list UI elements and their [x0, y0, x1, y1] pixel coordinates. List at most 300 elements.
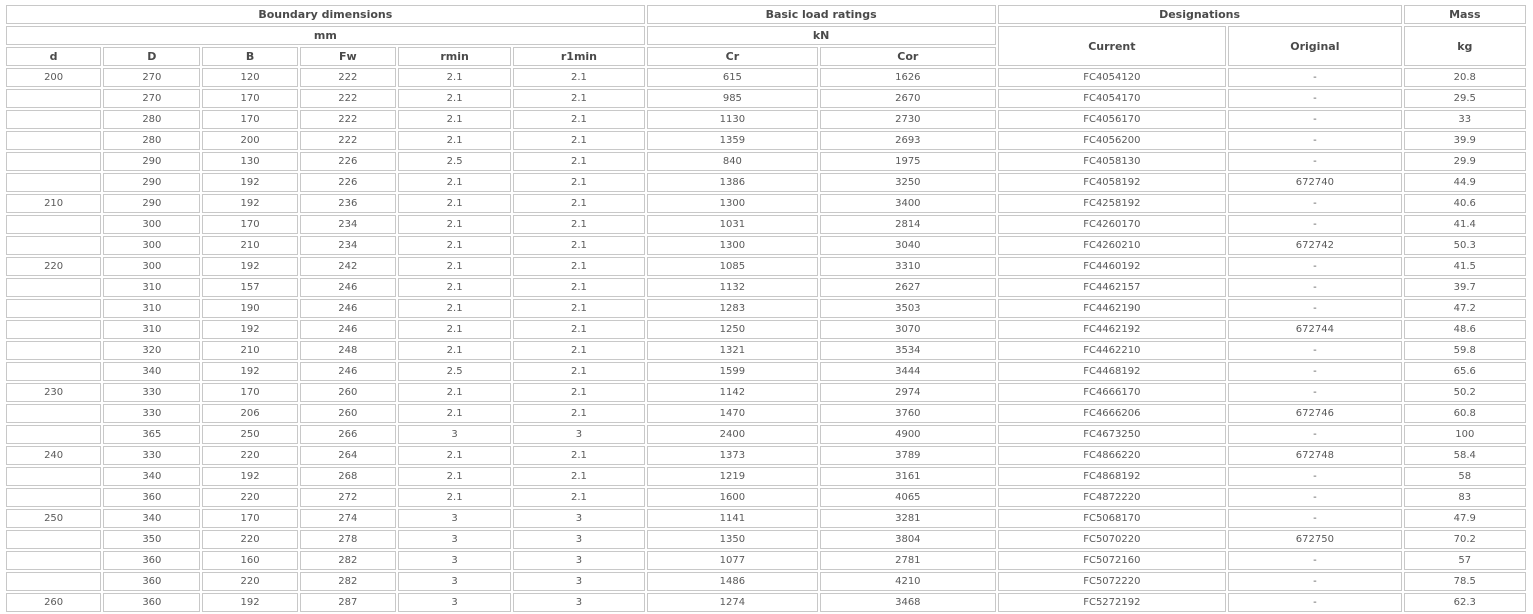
- cell-original: -: [1228, 131, 1401, 150]
- cell-d: [6, 173, 101, 192]
- cell-current: FC4872220: [998, 488, 1227, 507]
- cell-D: 280: [103, 131, 200, 150]
- cell-Fw: 260: [300, 404, 396, 423]
- cell-d: [6, 152, 101, 171]
- cell-r1min: 2.1: [513, 215, 644, 234]
- cell-original: -: [1228, 152, 1401, 171]
- basic-load-ratings-header: Basic load ratings: [647, 5, 996, 24]
- cell-mass: 41.4: [1404, 215, 1526, 234]
- cell-original: -: [1228, 383, 1401, 402]
- cell-Cor: 3310: [820, 257, 995, 276]
- cell-r1min: 2.1: [513, 173, 644, 192]
- cell-Cr: 1031: [647, 215, 818, 234]
- cell-mass: 50.2: [1404, 383, 1526, 402]
- cell-mass: 48.6: [1404, 320, 1526, 339]
- cell-B: 192: [202, 320, 297, 339]
- cell-Cr: 1350: [647, 530, 818, 549]
- cell-Cor: 3281: [820, 509, 995, 528]
- cell-Fw: 222: [300, 131, 396, 150]
- cell-r1min: 2.1: [513, 446, 644, 465]
- cell-Cr: 1219: [647, 467, 818, 486]
- column-header-B: B: [202, 47, 297, 66]
- cell-original: -: [1228, 509, 1401, 528]
- cell-original: -: [1228, 89, 1401, 108]
- cell-Cr: 1300: [647, 194, 818, 213]
- cell-mass: 59.8: [1404, 341, 1526, 360]
- cell-current: FC4673250: [998, 425, 1227, 444]
- cell-Cor: 3161: [820, 467, 995, 486]
- cell-B: 170: [202, 215, 297, 234]
- cell-Cor: 3503: [820, 299, 995, 318]
- cell-B: 157: [202, 278, 297, 297]
- bearing-spec-table: [4, 3, 1528, 614]
- table-row: [6, 320, 1526, 339]
- cell-B: 160: [202, 551, 297, 570]
- cell-original: 672740: [1228, 173, 1401, 192]
- cell-Fw: 264: [300, 446, 396, 465]
- table-row: [6, 509, 1526, 528]
- cell-r1min: 2.1: [513, 404, 644, 423]
- cell-B: 220: [202, 530, 297, 549]
- table-header: [6, 5, 1526, 66]
- cell-Fw: 268: [300, 467, 396, 486]
- cell-Fw: 246: [300, 320, 396, 339]
- cell-r1min: 2.1: [513, 89, 644, 108]
- cell-original: -: [1228, 362, 1401, 381]
- cell-Fw: 274: [300, 509, 396, 528]
- cell-B: 210: [202, 341, 297, 360]
- cell-d: [6, 320, 101, 339]
- cell-rmin: 2.1: [398, 341, 511, 360]
- cell-D: 320: [103, 341, 200, 360]
- cell-current: FC4868192: [998, 467, 1227, 486]
- cell-d: 240: [6, 446, 101, 465]
- cell-current: FC5068170: [998, 509, 1227, 528]
- cell-current: FC4058192: [998, 173, 1227, 192]
- table-row: [6, 131, 1526, 150]
- table-row: [6, 152, 1526, 171]
- cell-Cr: 1300: [647, 236, 818, 255]
- cell-r1min: 2.1: [513, 110, 644, 129]
- cell-r1min: 2.1: [513, 362, 644, 381]
- cell-d: 220: [6, 257, 101, 276]
- cell-current: FC4054170: [998, 89, 1227, 108]
- cell-B: 170: [202, 383, 297, 402]
- cell-Cor: 2814: [820, 215, 995, 234]
- cell-rmin: 2.1: [398, 278, 511, 297]
- cell-mass: 78.5: [1404, 572, 1526, 591]
- table-body: [6, 68, 1526, 612]
- cell-d: [6, 299, 101, 318]
- cell-mass: 65.6: [1404, 362, 1526, 381]
- cell-rmin: 2.1: [398, 68, 511, 87]
- cell-current: FC4056200: [998, 131, 1227, 150]
- cell-D: 310: [103, 278, 200, 297]
- cell-Fw: 248: [300, 341, 396, 360]
- table-row: [6, 173, 1526, 192]
- cell-original: -: [1228, 215, 1401, 234]
- cell-d: [6, 551, 101, 570]
- cell-B: 170: [202, 110, 297, 129]
- cell-Cor: 3040: [820, 236, 995, 255]
- cell-mass: 70.2: [1404, 530, 1526, 549]
- cell-original: -: [1228, 110, 1401, 129]
- cell-mass: 83: [1404, 488, 1526, 507]
- cell-Cor: 3250: [820, 173, 995, 192]
- table-row: [6, 257, 1526, 276]
- cell-mass: 50.3: [1404, 236, 1526, 255]
- cell-rmin: 2.1: [398, 110, 511, 129]
- cell-current: FC4260210: [998, 236, 1227, 255]
- cell-D: 360: [103, 593, 200, 612]
- cell-rmin: 2.1: [398, 89, 511, 108]
- cell-Cor: 4900: [820, 425, 995, 444]
- cell-rmin: 3: [398, 572, 511, 591]
- cell-mass: 39.9: [1404, 131, 1526, 150]
- cell-Fw: 242: [300, 257, 396, 276]
- cell-Cr: 1085: [647, 257, 818, 276]
- cell-d: [6, 278, 101, 297]
- cell-rmin: 2.1: [398, 467, 511, 486]
- current-designation-header: Current: [998, 26, 1227, 66]
- cell-mass: 39.7: [1404, 278, 1526, 297]
- cell-mass: 57: [1404, 551, 1526, 570]
- cell-Cor: 1975: [820, 152, 995, 171]
- cell-Cr: 1359: [647, 131, 818, 150]
- cell-current: FC4056170: [998, 110, 1227, 129]
- cell-rmin: 2.1: [398, 194, 511, 213]
- cell-D: 310: [103, 299, 200, 318]
- cell-B: 192: [202, 257, 297, 276]
- cell-r1min: 3: [513, 551, 644, 570]
- cell-d: 250: [6, 509, 101, 528]
- cell-d: [6, 530, 101, 549]
- cell-d: [6, 110, 101, 129]
- cell-r1min: 3: [513, 509, 644, 528]
- cell-Cor: 3534: [820, 341, 995, 360]
- cell-mass: 100: [1404, 425, 1526, 444]
- table-row: [6, 89, 1526, 108]
- header-group-row: [6, 5, 1526, 24]
- cell-r1min: 3: [513, 593, 644, 612]
- cell-B: 220: [202, 446, 297, 465]
- cell-r1min: 2.1: [513, 341, 644, 360]
- cell-r1min: 2.1: [513, 383, 644, 402]
- cell-Fw: 236: [300, 194, 396, 213]
- cell-current: FC4468192: [998, 362, 1227, 381]
- cell-Fw: 234: [300, 215, 396, 234]
- cell-rmin: 2.1: [398, 173, 511, 192]
- cell-original: -: [1228, 257, 1401, 276]
- cell-D: 330: [103, 404, 200, 423]
- cell-d: [6, 362, 101, 381]
- cell-original: 672748: [1228, 446, 1401, 465]
- cell-D: 290: [103, 152, 200, 171]
- cell-Cr: 1599: [647, 362, 818, 381]
- table-row: [6, 299, 1526, 318]
- cell-Cr: 1141: [647, 509, 818, 528]
- cell-D: 280: [103, 110, 200, 129]
- table-row: [6, 236, 1526, 255]
- cell-Cor: 3070: [820, 320, 995, 339]
- cell-Cr: 1077: [647, 551, 818, 570]
- cell-current: FC4258192: [998, 194, 1227, 213]
- cell-Fw: 282: [300, 551, 396, 570]
- cell-original: -: [1228, 488, 1401, 507]
- cell-Fw: 282: [300, 572, 396, 591]
- cell-rmin: 2.5: [398, 362, 511, 381]
- cell-Fw: 246: [300, 299, 396, 318]
- cell-B: 192: [202, 362, 297, 381]
- designations-header: Designations: [998, 5, 1402, 24]
- cell-Cor: 3468: [820, 593, 995, 612]
- cell-B: 130: [202, 152, 297, 171]
- cell-B: 200: [202, 131, 297, 150]
- cell-Cr: 1600: [647, 488, 818, 507]
- cell-rmin: 3: [398, 551, 511, 570]
- cell-r1min: 2.1: [513, 68, 644, 87]
- table-row: [6, 362, 1526, 381]
- table-row: [6, 383, 1526, 402]
- column-header-r1min: r1min: [513, 47, 644, 66]
- column-header-D: D: [103, 47, 200, 66]
- cell-current: FC4054120: [998, 68, 1227, 87]
- cell-Cr: 1142: [647, 383, 818, 402]
- cell-current: FC4462190: [998, 299, 1227, 318]
- table-row: [6, 551, 1526, 570]
- cell-B: 192: [202, 593, 297, 612]
- cell-rmin: 2.1: [398, 446, 511, 465]
- cell-Fw: 226: [300, 152, 396, 171]
- cell-Fw: 266: [300, 425, 396, 444]
- cell-D: 330: [103, 446, 200, 465]
- cell-original: -: [1228, 68, 1401, 87]
- cell-B: 120: [202, 68, 297, 87]
- cell-r1min: 2.1: [513, 236, 644, 255]
- cell-original: 672750: [1228, 530, 1401, 549]
- header-units-row: [6, 26, 1526, 45]
- cell-rmin: 3: [398, 509, 511, 528]
- cell-original: -: [1228, 467, 1401, 486]
- cell-mass: 41.5: [1404, 257, 1526, 276]
- cell-Cor: 3804: [820, 530, 995, 549]
- cell-D: 360: [103, 572, 200, 591]
- cell-r1min: 3: [513, 425, 644, 444]
- original-designation-header: Original: [1228, 26, 1401, 66]
- cell-Cor: 2974: [820, 383, 995, 402]
- cell-B: 192: [202, 173, 297, 192]
- cell-mass: 62.3: [1404, 593, 1526, 612]
- cell-Fw: 222: [300, 89, 396, 108]
- mass-header: Mass: [1404, 5, 1526, 24]
- cell-B: 206: [202, 404, 297, 423]
- cell-Cr: 1470: [647, 404, 818, 423]
- cell-B: 192: [202, 467, 297, 486]
- cell-B: 170: [202, 89, 297, 108]
- table-row: [6, 341, 1526, 360]
- cell-mass: 33: [1404, 110, 1526, 129]
- table-row: [6, 593, 1526, 612]
- table-row: [6, 68, 1526, 87]
- cell-original: -: [1228, 572, 1401, 591]
- cell-r1min: 2.1: [513, 257, 644, 276]
- cell-current: FC5072160: [998, 551, 1227, 570]
- ratings-unit-header: kN: [647, 26, 996, 45]
- cell-rmin: 2.1: [398, 215, 511, 234]
- cell-Cr: 1386: [647, 173, 818, 192]
- cell-Cor: 3444: [820, 362, 995, 381]
- column-header-Fw: Fw: [300, 47, 396, 66]
- cell-Cr: 1130: [647, 110, 818, 129]
- cell-r1min: 3: [513, 530, 644, 549]
- cell-rmin: 2.5: [398, 152, 511, 171]
- cell-Cr: 1283: [647, 299, 818, 318]
- dimensions-unit-header: mm: [6, 26, 645, 45]
- cell-original: -: [1228, 425, 1401, 444]
- table-row: [6, 215, 1526, 234]
- cell-current: FC4666206: [998, 404, 1227, 423]
- cell-Fw: 287: [300, 593, 396, 612]
- cell-Fw: 222: [300, 110, 396, 129]
- cell-D: 310: [103, 320, 200, 339]
- cell-current: FC4666170: [998, 383, 1227, 402]
- cell-rmin: 2.1: [398, 488, 511, 507]
- cell-d: [6, 467, 101, 486]
- cell-original: -: [1228, 299, 1401, 318]
- cell-D: 270: [103, 89, 200, 108]
- cell-d: [6, 89, 101, 108]
- cell-Cr: 615: [647, 68, 818, 87]
- cell-Cr: 1373: [647, 446, 818, 465]
- cell-rmin: 2.1: [398, 131, 511, 150]
- table-row: [6, 572, 1526, 591]
- cell-rmin: 3: [398, 593, 511, 612]
- cell-D: 350: [103, 530, 200, 549]
- boundary-dimensions-header: Boundary dimensions: [6, 5, 645, 24]
- cell-r1min: 2.1: [513, 194, 644, 213]
- cell-mass: 20.8: [1404, 68, 1526, 87]
- cell-mass: 47.2: [1404, 299, 1526, 318]
- cell-B: 220: [202, 572, 297, 591]
- mass-unit-header: kg: [1404, 26, 1526, 66]
- cell-Cr: 840: [647, 152, 818, 171]
- cell-original: -: [1228, 593, 1401, 612]
- cell-r1min: 2.1: [513, 488, 644, 507]
- cell-Fw: 246: [300, 278, 396, 297]
- cell-Cr: 1132: [647, 278, 818, 297]
- cell-rmin: 2.1: [398, 299, 511, 318]
- cell-d: [6, 572, 101, 591]
- cell-Cor: 2627: [820, 278, 995, 297]
- cell-mass: 47.9: [1404, 509, 1526, 528]
- cell-r1min: 2.1: [513, 131, 644, 150]
- cell-original: -: [1228, 194, 1401, 213]
- cell-original: -: [1228, 551, 1401, 570]
- cell-B: 250: [202, 425, 297, 444]
- cell-rmin: 2.1: [398, 236, 511, 255]
- cell-r1min: 2.1: [513, 299, 644, 318]
- table-row: [6, 446, 1526, 465]
- cell-B: 190: [202, 299, 297, 318]
- cell-r1min: 2.1: [513, 320, 644, 339]
- cell-D: 290: [103, 194, 200, 213]
- cell-Cor: 3760: [820, 404, 995, 423]
- cell-mass: 29.5: [1404, 89, 1526, 108]
- cell-Fw: 278: [300, 530, 396, 549]
- table-row: [6, 404, 1526, 423]
- cell-current: FC5272192: [998, 593, 1227, 612]
- cell-d: [6, 425, 101, 444]
- cell-rmin: 2.1: [398, 404, 511, 423]
- cell-Fw: 260: [300, 383, 396, 402]
- cell-d: [6, 488, 101, 507]
- cell-mass: 60.8: [1404, 404, 1526, 423]
- table-row: [6, 467, 1526, 486]
- cell-Cor: 4065: [820, 488, 995, 507]
- column-header-Cr: Cr: [647, 47, 818, 66]
- cell-original: 672744: [1228, 320, 1401, 339]
- cell-current: FC5070220: [998, 530, 1227, 549]
- cell-B: 192: [202, 194, 297, 213]
- cell-d: 260: [6, 593, 101, 612]
- cell-D: 360: [103, 551, 200, 570]
- cell-d: [6, 131, 101, 150]
- cell-D: 330: [103, 383, 200, 402]
- cell-mass: 58.4: [1404, 446, 1526, 465]
- cell-original: 672746: [1228, 404, 1401, 423]
- cell-D: 360: [103, 488, 200, 507]
- cell-D: 365: [103, 425, 200, 444]
- table-row: [6, 110, 1526, 129]
- table-row: [6, 530, 1526, 549]
- table-row: [6, 278, 1526, 297]
- cell-Cor: 4210: [820, 572, 995, 591]
- column-header-d: d: [6, 47, 101, 66]
- cell-Fw: 272: [300, 488, 396, 507]
- cell-Cor: 2670: [820, 89, 995, 108]
- cell-mass: 44.9: [1404, 173, 1526, 192]
- column-header-rmin: rmin: [398, 47, 511, 66]
- cell-rmin: 2.1: [398, 257, 511, 276]
- cell-rmin: 3: [398, 425, 511, 444]
- table-row: [6, 194, 1526, 213]
- cell-mass: 40.6: [1404, 194, 1526, 213]
- cell-d: [6, 215, 101, 234]
- cell-r1min: 2.1: [513, 152, 644, 171]
- cell-current: FC4866220: [998, 446, 1227, 465]
- cell-original: -: [1228, 341, 1401, 360]
- cell-current: FC4460192: [998, 257, 1227, 276]
- cell-current: FC4462157: [998, 278, 1227, 297]
- cell-D: 300: [103, 215, 200, 234]
- cell-r1min: 2.1: [513, 467, 644, 486]
- cell-Fw: 226: [300, 173, 396, 192]
- cell-Cor: 2693: [820, 131, 995, 150]
- cell-B: 210: [202, 236, 297, 255]
- cell-Cr: 1486: [647, 572, 818, 591]
- cell-D: 340: [103, 362, 200, 381]
- cell-d: [6, 341, 101, 360]
- cell-Cr: 1321: [647, 341, 818, 360]
- cell-rmin: 2.1: [398, 320, 511, 339]
- cell-D: 340: [103, 509, 200, 528]
- cell-B: 220: [202, 488, 297, 507]
- cell-r1min: 2.1: [513, 278, 644, 297]
- cell-D: 300: [103, 236, 200, 255]
- cell-current: FC4058130: [998, 152, 1227, 171]
- cell-D: 270: [103, 68, 200, 87]
- cell-Fw: 222: [300, 68, 396, 87]
